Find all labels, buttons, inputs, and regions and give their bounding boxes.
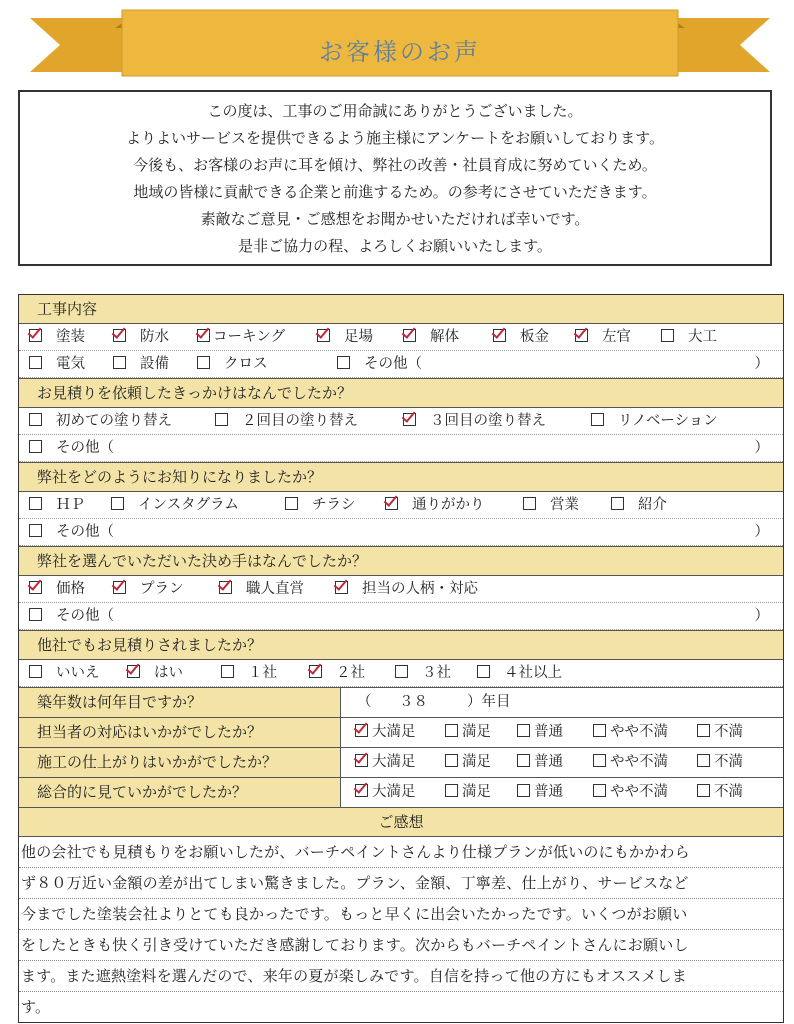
rating-normal[interactable]: 普通 xyxy=(517,748,563,777)
option-other[interactable]: その他（ xyxy=(29,435,114,461)
work-row-2 xyxy=(19,351,783,378)
checkbox[interactable] xyxy=(29,497,42,510)
checkbox[interactable] xyxy=(445,754,458,767)
option-hp[interactable]: ＨＰ xyxy=(29,492,85,518)
checkbox-checked[interactable] xyxy=(113,329,126,342)
option-flyer[interactable]: チラシ xyxy=(285,492,356,518)
decide-row-2 xyxy=(19,603,783,630)
option-4plus-companies[interactable]: ４社以上 xyxy=(477,660,562,686)
know-row-2 xyxy=(19,519,783,546)
checkbox[interactable] xyxy=(517,784,530,797)
page-title: お客様のお声 xyxy=(319,38,481,66)
checkbox[interactable] xyxy=(29,665,42,678)
rating-unsatisfied[interactable]: 不満 xyxy=(697,718,743,747)
paren-close: ） xyxy=(754,608,769,624)
intro-line: この度は、工事のご用命誠にありがとうございました。 xyxy=(207,102,583,120)
checkbox-checked[interactable] xyxy=(113,581,126,594)
section-header-reason: お見積りを依頼したきっかけはなんでしたか？ xyxy=(19,378,783,408)
option-waterproof[interactable]: 防水 xyxy=(113,324,169,350)
comment-line: ず８０万近い金額の差が出てしまい驚きました。プラン、金額、丁寧差、仕上がり、サービスなど xyxy=(19,868,783,899)
section-header-decide: 弊社を選んでいただいた決め手はなんでしたか？ xyxy=(19,546,783,576)
checkbox-checked[interactable] xyxy=(309,665,322,678)
intro-line: よりよいサービスを提供できるよう施主様にアンケートをお願いしております。 xyxy=(126,129,664,147)
rating-slightly-unsatisfied[interactable]: やや不満 xyxy=(593,748,668,777)
age-question: 築年数は何年目ですか？ xyxy=(19,688,341,717)
checkbox-checked[interactable] xyxy=(219,581,232,594)
checkbox[interactable] xyxy=(593,784,606,797)
checkbox[interactable] xyxy=(221,665,234,678)
intro-box xyxy=(18,90,772,266)
paren-close: ） xyxy=(754,440,769,456)
checkbox-checked[interactable] xyxy=(355,754,368,767)
option-3-companies[interactable]: ３社 xyxy=(395,660,451,686)
intro-line: 素敵なご意見・ご感想をお聞かせいただければ幸いです。 xyxy=(200,210,590,228)
comment-line: 他の会社でも見積もりをお願いしたが、バーチペイントさんより仕様プランが低いのにもかかわら xyxy=(19,837,783,868)
other-quote-row xyxy=(19,660,783,687)
option-direct[interactable]: 職人直営 xyxy=(219,576,304,602)
rating-very-satisfied[interactable]: 大満足 xyxy=(355,718,416,747)
section-header-work: 工事内容 xyxy=(19,295,783,324)
option-equipment[interactable]: 設備 xyxy=(113,351,169,377)
rating-slightly-unsatisfied[interactable]: やや不満 xyxy=(593,718,668,747)
checkbox[interactable] xyxy=(337,356,350,369)
age-answer: （ ３８ ）年目 xyxy=(341,688,783,717)
option-yes[interactable]: はい xyxy=(127,660,183,686)
option-other[interactable]: その他（ xyxy=(29,519,114,545)
rating-row-staff xyxy=(19,717,783,747)
checkbox-checked[interactable] xyxy=(575,329,588,342)
comment-line: をしたときも快く引き受けていただき感謝しております。次からもバーチペイントさんにお願いし xyxy=(19,930,783,961)
checkbox[interactable] xyxy=(477,665,490,678)
rating-scale xyxy=(341,748,783,777)
checkbox[interactable] xyxy=(611,497,624,510)
option-1-company[interactable]: １社 xyxy=(221,660,277,686)
checkbox[interactable] xyxy=(697,754,710,767)
option-demolition[interactable]: 解体 xyxy=(403,324,459,350)
rating-row-finish xyxy=(19,747,783,777)
rating-slightly-unsatisfied[interactable]: やや不満 xyxy=(593,778,668,807)
checkbox[interactable] xyxy=(593,754,606,767)
rating-unsatisfied[interactable]: 不満 xyxy=(697,778,743,807)
reason-row-1 xyxy=(19,408,783,435)
option-renovation[interactable]: リノベーション xyxy=(591,408,718,434)
checkbox[interactable] xyxy=(523,497,536,510)
checkbox[interactable] xyxy=(395,665,408,678)
checkbox-checked[interactable] xyxy=(29,581,42,594)
intro-line: 今後も、お客様のお声に耳を傾け、弊社の改善・社員育成に努めていくため。 xyxy=(133,156,657,174)
survey-form xyxy=(18,294,784,1023)
comment-line: ます。また遮熱塗料を選んだので、来年の夏が楽しみです。自信を持って他の方にもオススメしま xyxy=(19,961,783,992)
option-third-repaint[interactable]: ３回目の塗り替え xyxy=(403,408,546,434)
checkbox-checked[interactable] xyxy=(317,329,330,342)
option-electric[interactable]: 電気 xyxy=(29,351,85,377)
checkbox-checked[interactable] xyxy=(335,581,348,594)
option-referral[interactable]: 紹介 xyxy=(611,492,667,518)
checkbox-checked[interactable] xyxy=(403,413,416,426)
option-no[interactable]: いいえ xyxy=(29,660,100,686)
checkbox[interactable] xyxy=(111,497,124,510)
checkbox-checked[interactable] xyxy=(355,784,368,797)
comments-section xyxy=(19,807,783,1022)
checkbox-checked[interactable] xyxy=(29,329,42,342)
checkbox[interactable] xyxy=(29,608,42,621)
rating-question: 担当者の対応はいかがでしたか？ xyxy=(19,718,341,747)
work-row-1 xyxy=(19,324,783,351)
intro-line: 是非ご協力の程、よろしくお願いいたします。 xyxy=(238,237,552,255)
checkbox[interactable] xyxy=(591,413,604,426)
rating-normal[interactable]: 普通 xyxy=(517,778,563,807)
rating-very-satisfied[interactable]: 大満足 xyxy=(355,778,416,807)
checkbox[interactable] xyxy=(215,413,228,426)
checkbox-checked[interactable] xyxy=(197,329,210,342)
rating-scale xyxy=(341,778,783,807)
checkbox-checked[interactable] xyxy=(493,329,506,342)
checkbox[interactable] xyxy=(285,497,298,510)
rating-row-overall xyxy=(19,777,783,807)
rating-scale xyxy=(341,718,783,747)
checkbox[interactable] xyxy=(29,524,42,537)
section-header-know: 弊社をどのようにお知りになりましたか？ xyxy=(19,462,783,492)
intro-line: 地域の皆様に貢献できる企業と前進するため。の参考にさせていただきます。 xyxy=(133,183,657,201)
option-sheetmetal[interactable]: 板金 xyxy=(493,324,549,350)
checkbox[interactable] xyxy=(697,724,710,737)
option-sales[interactable]: 営業 xyxy=(523,492,579,518)
paren-close: ） xyxy=(754,524,769,540)
comment-line: す。 xyxy=(21,998,51,1016)
checkbox[interactable] xyxy=(517,754,530,767)
option-carpentry[interactable]: 大工 xyxy=(661,324,717,350)
checkbox-checked[interactable] xyxy=(355,724,368,737)
checkbox[interactable] xyxy=(29,440,42,453)
option-staff[interactable]: 担当の人柄・対応 xyxy=(335,576,478,602)
option-plan[interactable]: プラン xyxy=(113,576,184,602)
checkbox[interactable] xyxy=(593,724,606,737)
checkbox[interactable] xyxy=(29,356,42,369)
rating-very-satisfied[interactable]: 大満足 xyxy=(355,748,416,777)
rating-question: 施工の仕上がりはいかがでしたか？ xyxy=(19,748,341,777)
rating-question: 総合的に見ていかがでしたか？ xyxy=(19,778,341,807)
decide-row-1 xyxy=(19,576,783,603)
reason-row-2 xyxy=(19,435,783,462)
option-other[interactable]: その他（ xyxy=(337,351,422,377)
option-scaffold[interactable]: 足場 xyxy=(317,324,373,350)
option-other[interactable]: その他（ xyxy=(29,603,114,629)
checkbox[interactable] xyxy=(29,413,42,426)
rating-satisfied[interactable]: 満足 xyxy=(445,718,491,747)
checkbox[interactable] xyxy=(445,784,458,797)
checkbox[interactable] xyxy=(517,724,530,737)
checkbox-checked[interactable] xyxy=(127,665,140,678)
option-cloth[interactable]: クロス xyxy=(197,351,268,377)
rating-satisfied[interactable]: 満足 xyxy=(445,748,491,777)
know-row-1 xyxy=(19,492,783,519)
age-row xyxy=(19,687,783,717)
option-caulking[interactable]: コーキング xyxy=(197,324,285,350)
option-2-companies[interactable]: ２社 xyxy=(309,660,365,686)
option-second-repaint[interactable]: ２回目の塗り替え xyxy=(215,408,358,434)
section-header-other-quote: 他社でもお見積りされましたか？ xyxy=(19,630,783,660)
comment-line: 今までした塗装会社よりとても良かったです。もっと早くに出会いたかったです。いくつがお願い xyxy=(19,899,783,930)
age-value[interactable]: ３８ xyxy=(399,694,428,710)
title-banner xyxy=(30,8,770,86)
checkbox[interactable] xyxy=(661,329,674,342)
rating-unsatisfied[interactable]: 不満 xyxy=(697,748,743,777)
option-instagram[interactable]: インスタグラム xyxy=(111,492,239,518)
paren-close: ） xyxy=(754,356,769,372)
option-passing-by[interactable]: 通りがかり xyxy=(385,492,485,518)
option-painting[interactable]: 塗装 xyxy=(29,324,85,350)
checkbox-checked[interactable] xyxy=(403,329,416,342)
checkbox-checked[interactable] xyxy=(385,497,398,510)
comments-header: ご感想 xyxy=(19,808,783,837)
checkbox[interactable] xyxy=(113,356,126,369)
checkbox[interactable] xyxy=(197,356,210,369)
option-plaster[interactable]: 左官 xyxy=(575,324,631,350)
option-price[interactable]: 価格 xyxy=(29,576,85,602)
checkbox[interactable] xyxy=(445,724,458,737)
rating-normal[interactable]: 普通 xyxy=(517,718,563,747)
checkbox[interactable] xyxy=(697,784,710,797)
option-first-repaint[interactable]: 初めての塗り替え xyxy=(29,408,172,434)
rating-satisfied[interactable]: 満足 xyxy=(445,778,491,807)
